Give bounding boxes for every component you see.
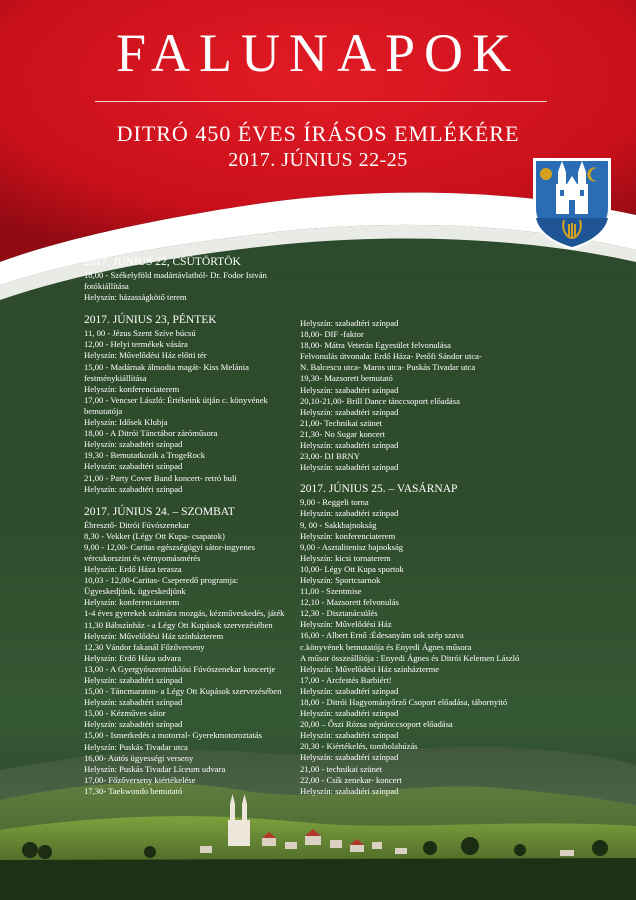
program-item: Helyszín: szabadtéri színpad bbox=[300, 440, 399, 451]
program-item: Helyszín: szabadtéri színpad bbox=[300, 462, 399, 473]
program-item: 20,00 – Őszi Rózsa néptánccsoport előadása bbox=[300, 719, 453, 730]
program-item: c.könyvének bemutatója és Enyedi Ágnes műsora bbox=[300, 641, 472, 652]
program-item: Helyszín: szabadtéri színpad bbox=[300, 708, 399, 719]
program-item: N. Balcescu utca- Maros utca- Puskás Tivadar utca bbox=[300, 362, 476, 373]
program-item: 23,00- DJ BRNY bbox=[300, 451, 360, 462]
program-item: Ébresztő- Ditrói Fúvószenekar bbox=[84, 519, 190, 530]
program-item: Helyszín: szabadtéri színpad bbox=[300, 384, 399, 395]
program-item: Helyszín: konferenciaterem bbox=[84, 383, 180, 394]
program-item: 16,00 - Albert Ernő :Édesanyám sok szép szava bbox=[300, 630, 464, 641]
program-item: Helyszín: Művelődési Ház előtti tér bbox=[84, 350, 207, 361]
program-item: Helyszín: Művelődési Ház színházterem bbox=[84, 630, 224, 641]
program-item: 15,00 - Táncmaraton- a Légy Ott Kupások szervezésében bbox=[84, 686, 282, 697]
program-item: 21,00 - technikai szünet bbox=[300, 763, 383, 774]
program-item: A műsor összeállítója : Enyedi Ágnes és Ditrói Kelemen László bbox=[300, 652, 520, 663]
program-item: 18,00 - Ditrói Hagyományőrző Csoport előadása, tábornyitó bbox=[300, 697, 508, 707]
program-item: 12,00 - Helyi termékek vására bbox=[84, 339, 188, 350]
program-item: Helyszín: szabadtéri színpad bbox=[84, 697, 183, 708]
program-item: Helyszín: szabadtéri színpad bbox=[300, 685, 399, 696]
program-item: fotókiállítása bbox=[84, 281, 129, 292]
program-item: 22,00 - Csík zenekar- koncert bbox=[300, 774, 402, 785]
day-heading: 2017. JÚNIUS 24. – SZOMBAT bbox=[84, 505, 235, 518]
program-right-column bbox=[300, 318, 530, 797]
program-item: Helyszín: szabadtéri színpad bbox=[84, 483, 183, 494]
program-item: Helyszín: kicsi tornaterem bbox=[300, 552, 391, 563]
program-item: Helyszín: szabadtéri színpad bbox=[84, 461, 183, 472]
program-item: bemutatója bbox=[84, 405, 123, 416]
program-item: 9,00 - Asztalitenisz bajnokság bbox=[300, 541, 404, 552]
program-item: Helyszín: Idősek Klubja bbox=[84, 417, 168, 428]
title-divider bbox=[95, 101, 547, 102]
program-item: Helyszín: Művelődési Ház bbox=[300, 619, 392, 630]
program-item: 18,00- DIF -faktor bbox=[300, 329, 364, 340]
poster-subtitle: DITRÓ 450 ÉVES ÍRÁSOS EMLÉKÉRE bbox=[116, 121, 520, 146]
program-item: 12,10 - Mazsorett felvonulás bbox=[300, 597, 399, 608]
program-item: 18,00- Mátra Veterán Egyesület felvonulása bbox=[300, 340, 451, 351]
event-dates: 2017. JÚNIUS 22-25 bbox=[228, 149, 408, 171]
program-item: 16,00- Autós ügyességi verseny bbox=[84, 752, 194, 763]
program-item: vércukorszint és vérnyomásmérés bbox=[84, 552, 201, 563]
program-item: Helyszín: konferenciaterem bbox=[84, 597, 180, 608]
program-item: 19,30 - Bemutatkozik a TrogeRock bbox=[84, 450, 206, 461]
program-item: 17,00 - Arcfestés Barbiért! bbox=[300, 674, 392, 685]
program-item: festménykiállítása bbox=[84, 372, 147, 383]
program-item: Helyszín: Erdő Háza udvara bbox=[84, 652, 182, 663]
day-heading: 2017. JÚNIUS 25. – VASÁRNAP bbox=[300, 483, 458, 496]
program-item: 9,00 - Reggeli torna bbox=[300, 497, 369, 508]
poster-title: FALUNAPOK bbox=[115, 23, 521, 83]
program-item: 9,00 - 12,00- Caritas egészségügyi sátor-ingyenes bbox=[84, 541, 255, 552]
program-item: 19,30- Mazsorett bemutató bbox=[300, 373, 393, 384]
program-item: 20,30 - Kiértékelés, tombolahúzás bbox=[300, 741, 418, 752]
program-item: 17,00- Főzőverseny kiértékelése bbox=[84, 774, 196, 785]
program-item: Helyszín: Sportcsarnok bbox=[300, 574, 381, 585]
program-item: Helyszín: szabadtéri színpad bbox=[300, 730, 399, 741]
program-item: Helyszín: szabadtéri színpad bbox=[84, 439, 183, 450]
program-item: 10,03 - 12,00-Caritas- Cseperedő programja: bbox=[84, 575, 239, 586]
program-item: 8,30 - Vekker (Légy Ott Kupa- csapatok) bbox=[84, 530, 225, 541]
program-item: 9, 00 - Sakkbajnokság bbox=[300, 519, 377, 530]
program-left-column bbox=[84, 251, 296, 797]
program-item: Ügyeskedjünk, ügyeskedjünk bbox=[84, 586, 186, 597]
day-heading: 2017. JÚNIUS 22, CSÜTÖRTÖK bbox=[84, 256, 241, 268]
program-item: 18,00 - A Ditrói Tánctábor záróműsora bbox=[84, 428, 218, 439]
program-item: 1-4 éves gyerekek számára mozgás, kézműveskedés, játék bbox=[84, 608, 285, 619]
program-item: Helyszín: Erdő Háza terasza bbox=[84, 564, 182, 575]
program-item: 11,30 Bábszínház - a Légy Ott Kupások szervezésében bbox=[84, 619, 273, 630]
program-item: Helyszín: Puskás Tivadar utca bbox=[84, 741, 188, 752]
program-item: 11,00 - Szentmise bbox=[300, 586, 362, 597]
program-item: 17,00 - Vencser László: Értékeink útján c. könyvének bbox=[84, 394, 268, 405]
program-item: Helyszín: szabadtéri színpad bbox=[300, 406, 399, 417]
program-item: 21,30- No Sugar koncert bbox=[300, 428, 385, 439]
program-item: 10,00- Légy Ott Kupa sportok bbox=[300, 563, 404, 574]
program-item: Helyszín: konferenciaterem bbox=[300, 530, 396, 541]
program-item: Helyszín: házasságkötő terem bbox=[84, 292, 187, 303]
program-item: 21,00- Technikai szünet bbox=[300, 417, 383, 428]
program-item: Helyszín: szabadtéri színpad bbox=[300, 752, 399, 763]
program-item: Helyszín: szabadtéri színpad bbox=[84, 719, 183, 730]
coat-of-arms-icon bbox=[531, 156, 613, 252]
program-item: 15,00 - Ismerkedés a motorral- Gyerekmotoroztatás bbox=[84, 730, 263, 741]
program-item: 12,30 Vándor fakanál Főzőverseny bbox=[84, 641, 205, 652]
program-item: 11, 00 - Jézus Szent Szíve búcsú bbox=[84, 328, 196, 339]
program-item: 15,00 - Kézműves sátor bbox=[84, 708, 166, 719]
program-item: Helyszín: Művelődési Ház színházterme bbox=[300, 663, 440, 674]
day-heading: 2017. JÚNIUS 23, PÉNTEK bbox=[84, 314, 217, 327]
program-item: 13,00 - A Gyergyószentmiklósi Fúvószenekar koncertje bbox=[84, 663, 276, 674]
program-item: Felvonulás útvonala: Erdő Háza- Petőfi Sándor utca- bbox=[300, 351, 482, 362]
program-item: Helyszín: szabadtéri színpad bbox=[300, 508, 399, 519]
program-item: 20,10-21,00- Brill Dance tánccsoport előadása bbox=[300, 395, 460, 406]
program-item: 12,30 - Disztanácsülés bbox=[300, 608, 378, 619]
program-item: Helyszín: szabadtéri színpad bbox=[300, 785, 399, 796]
program-item: Helyszín: szabadtéri színpad bbox=[300, 318, 399, 328]
program-item: 21,00 - Party Cover Band koncert- retró buli bbox=[84, 472, 237, 483]
program-item: 18,00 - Székelyföld madártávlatból- Dr. Fodor István bbox=[84, 270, 267, 280]
program-item: Helyszín: Puskás Tivadar Líceum udvara bbox=[84, 763, 226, 774]
program-item: Helyszín: szabadtéri színpad bbox=[84, 675, 183, 685]
program-item: 15,00 - Madárnak álmodta magát- Kiss Melánia bbox=[84, 361, 249, 372]
program-item: 17,30- Taekwondo bemutató bbox=[84, 785, 183, 796]
